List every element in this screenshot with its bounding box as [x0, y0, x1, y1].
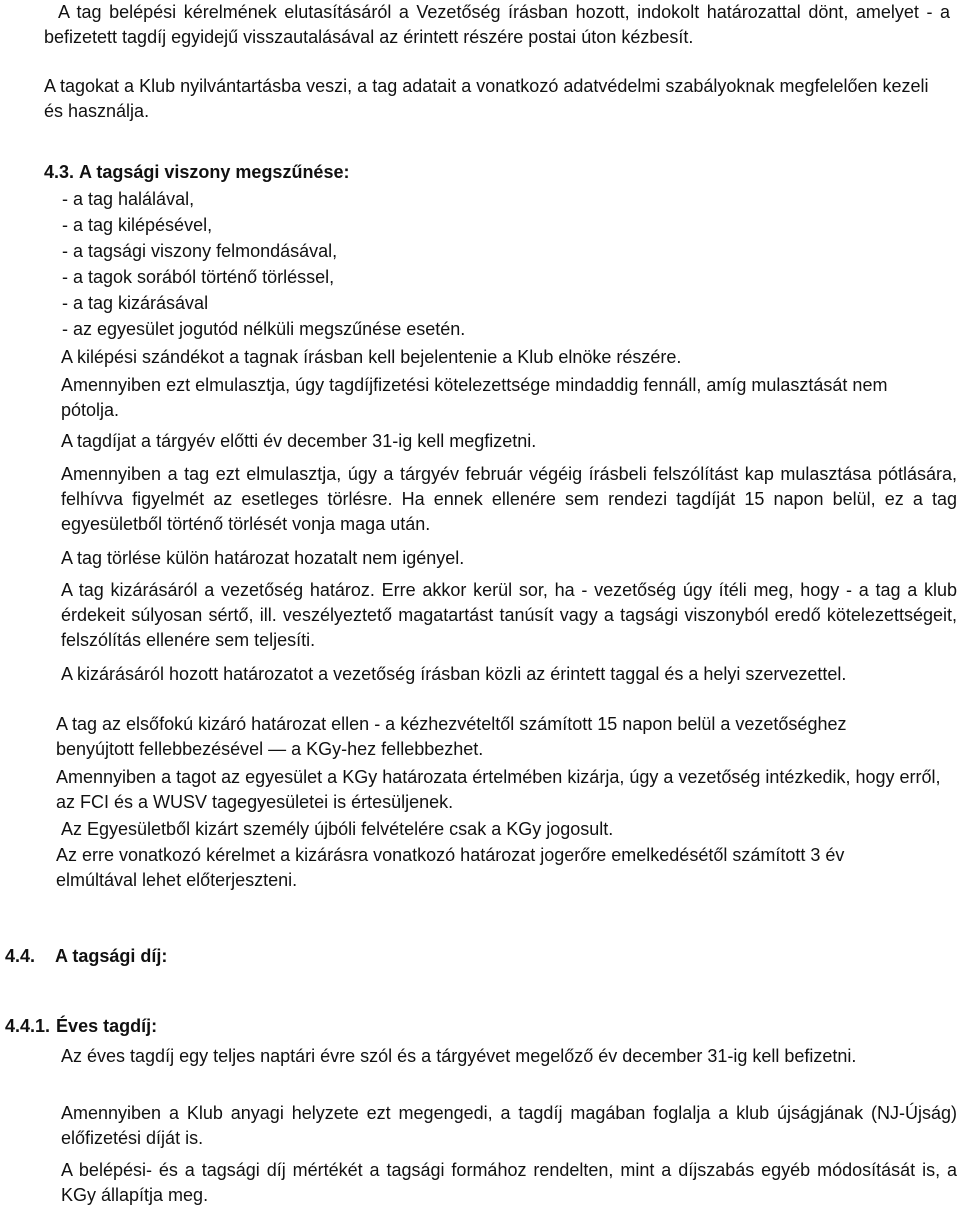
paragraph: Az erre vonatkozó kérelmet a kizárásra vonatkozó határozat jogerőre emelkedésétől számított 3 év elmúltával lehet előterjeszteni.	[56, 845, 845, 890]
paragraph: A tag az elsőfokú kizáró határozat ellen - a kézhezvételtől számított 15 napon belül a vezetőséghez benyújtott fellebbezésével — a KGy-hez fellebbezhet.	[56, 714, 847, 759]
list-item: - a tag kizárásával	[62, 293, 209, 313]
termination-list	[62, 187, 922, 343]
section-4-4-1-heading	[5, 1014, 157, 1039]
paragraph: Amennyiben a tagot az egyesület a KGy határozata értelmében kizárja, úgy a vezetőség intézkedik, hogy erről, az FCI és a WUSV tagegyesületei is értesüljenek.	[56, 767, 941, 812]
paragraph: Az éves tagdíj egy teljes naptári évre szól és a tárgyévet megelőző év december 31-ig kell befizetni.	[61, 1046, 857, 1066]
section-title: A tagsági viszony megszűnése:	[79, 162, 350, 182]
intro-paragraph-registry: A tagokat a Klub nyilvántartásba veszi, a tag adatait a vonatkozó adatvédelmi szabályoknak megfelelően kezeli és használja.	[44, 76, 929, 121]
list-item: - a tagsági viszony felmondásával,	[62, 241, 338, 261]
paragraph: Amennyiben a tag ezt elmulasztja, úgy a tárgyév február végéig írásbeli felszólítást kap mulasztása pótlására, felhívva figyelmét az esetleges törlésre. Ha ennek ellenére sem rendezi tagdíját 15 napon belül, ez a tag egyesületből történő törlését vonja maga után.	[61, 464, 957, 534]
intro-paragraph-rejection: A tag belépési kérelmének elutasításáról a Vezetőség írásban hozott, indokolt határozattal dönt, amelyet - a befizetett tagdíj egyidejű visszautalásával az érintett részére postai úton kézbesít.	[44, 2, 950, 47]
paragraph: A kilépési szándékot a tagnak írásban kell bejelentenie a Klub elnöke részére.	[61, 347, 682, 367]
list-item: - az egyesület jogutód nélküli megszűnése esetén.	[62, 319, 466, 339]
section-4-4-heading	[5, 944, 167, 969]
paragraph: A tag kizárásáról a vezetőség határoz. Erre akkor kerül sor, ha - vezetőség úgy ítéli meg, hogy - a tag a klub érdekeit súlyosan sértő, ill. veszélyeztető magatartást tanúsít vagy a tagsági viszonyból eredő kötelezettségeit, felszólítás ellenére sem teljesíti.	[61, 580, 957, 650]
paragraph: A tagdíjat a tárgyév előtti év december 31-ig kell megfizetni.	[61, 431, 537, 451]
section-title: A tagsági díj:	[55, 946, 168, 966]
paragraph: A kizárásáról hozott határozatot a vezetőség írásban közli az érintett taggal és a helyi szervezettel.	[61, 664, 847, 684]
section-title: Éves tagdíj:	[56, 1016, 158, 1036]
paragraph: Az Egyesületből kizárt személy újbóli felvételére csak a KGy jogosult.	[61, 819, 614, 839]
list-item: - a tag halálával,	[62, 189, 195, 209]
list-item: - a tag kilépésével,	[62, 215, 213, 235]
section-4-3-heading	[44, 160, 944, 185]
section-number: 4.3.	[44, 162, 75, 182]
section-number: 4.4.1.	[5, 1016, 51, 1036]
paragraph: A belépési- és a tagsági díj mértékét a tagsági formához rendelten, mint a díjszabás egyéb módosítását is, a KGy állapítja meg.	[61, 1160, 957, 1205]
section-number: 4.4.	[5, 946, 36, 966]
paragraph: A tag törlése külön határozat hozatalt nem igényel.	[61, 548, 465, 568]
paragraph: Amennyiben ezt elmulasztja, úgy tagdíjfizetési kötelezettsége mindaddig fennáll, amíg mulasztását nem pótolja.	[61, 375, 888, 420]
list-item: - a tagok sorából történő törléssel,	[62, 267, 335, 287]
paragraph: Amennyiben a Klub anyagi helyzete ezt megengedi, a tagdíj magában foglalja a klub újságjának (NJ-Újság) előfizetési díját is.	[61, 1103, 957, 1148]
